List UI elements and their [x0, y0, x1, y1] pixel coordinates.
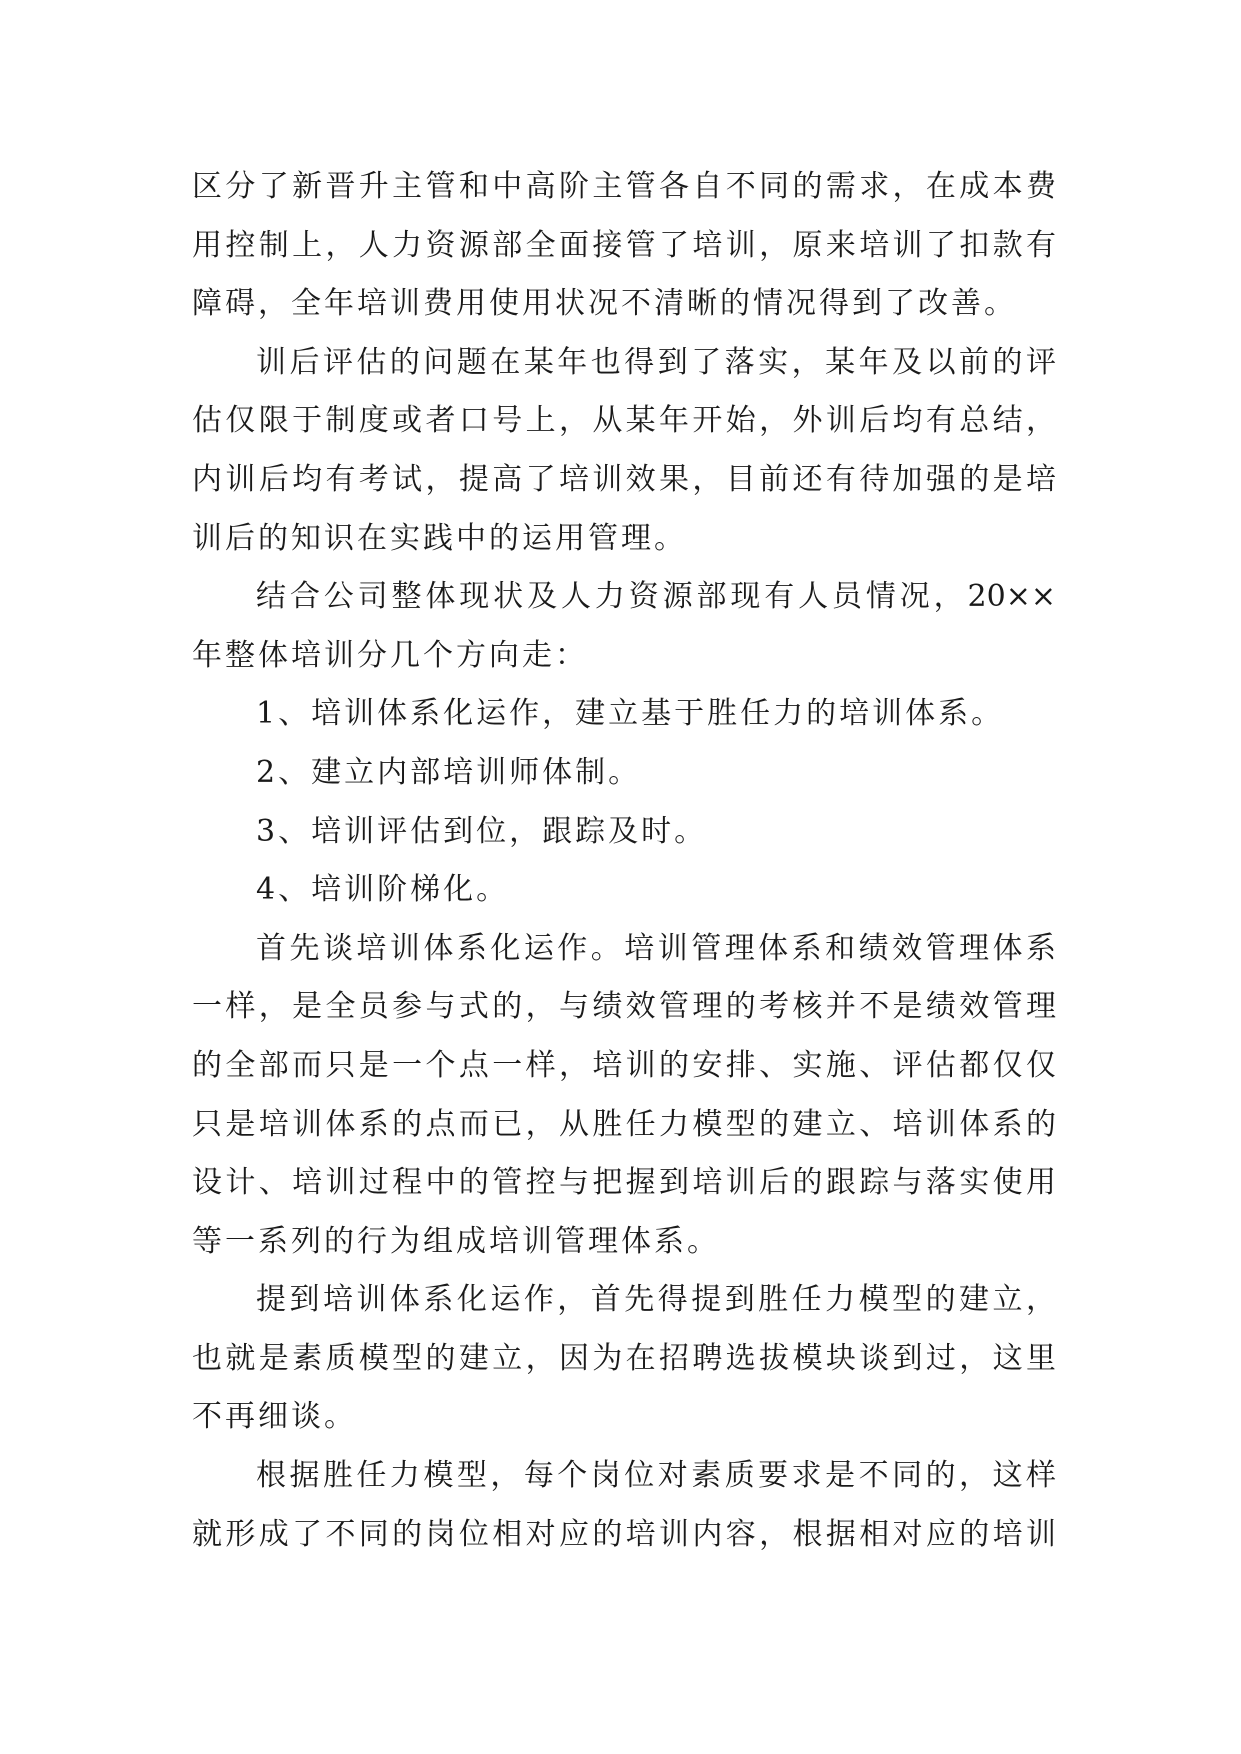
text-line: 等一系列的行为组成培训管理体系。 [192, 1223, 720, 1259]
paragraph-first-line: 根据胜任力模型，每个岗位对素质要求是不同的，这样 [256, 1458, 1056, 1494]
text-line: 一样，是全员参与式的，与绩效管理的考核并不是绩效管理 [192, 989, 1056, 1025]
document-body [192, 158, 1056, 1564]
paragraph-first-line: 训后评估的问题在某年也得到了落实，某年及以前的评 [256, 344, 1056, 380]
text-line: 估仅限于制度或者口号上，从某年开始，外训后均有总结， [192, 403, 1056, 439]
text-line: 年整体培训分几个方向走： [192, 637, 588, 673]
text-line: 训后的知识在实践中的运用管理。 [192, 520, 687, 556]
paragraph-first-line: 结合公司整体现状及人力资源部现有人员情况，20×× [256, 579, 1056, 615]
text-line: 设计、培训过程中的管控与把握到培训后的跟踪与落实使用 [192, 1165, 1056, 1201]
text-line: 的全部而只是一个点一样，培训的安排、实施、评估都仅仅 [192, 1047, 1056, 1083]
text-line: 只是培训体系的点而已，从胜任力模型的建立、培训体系的 [192, 1106, 1056, 1142]
list-item: 4、培训阶梯化。 [256, 872, 510, 908]
text-line: 就形成了不同的岗位相对应的培训内容，根据相对应的培训 [192, 1516, 1056, 1552]
paragraph-first-line: 首先谈培训体系化运作。培训管理体系和绩效管理体系 [256, 930, 1056, 966]
list-item: 3、培训评估到位，跟踪及时。 [256, 813, 708, 849]
paragraph-first-line: 提到培训体系化运作，首先得提到胜任力模型的建立， [256, 1282, 1056, 1318]
text-line: 不再细谈。 [192, 1399, 357, 1435]
text-line: 用控制上，人力资源部全面接管了培训，原来培训了扣款有 [192, 227, 1056, 263]
text-line: 内训后均有考试，提高了培训效果，目前还有待加强的是培 [192, 461, 1056, 497]
list-item: 1、培训体系化运作，建立基于胜任力的培训体系。 [256, 696, 1005, 732]
text-line: 也就是素质模型的建立，因为在招聘选拔模块谈到过，这里 [192, 1340, 1056, 1376]
text-line: 障碍，全年培训费用使用状况不清晰的情况得到了改善。 [192, 286, 1017, 322]
list-item: 2、建立内部培训师体制。 [256, 754, 642, 790]
text-line: 区分了新晋升主管和中高阶主管各自不同的需求，在成本费 [192, 169, 1056, 204]
